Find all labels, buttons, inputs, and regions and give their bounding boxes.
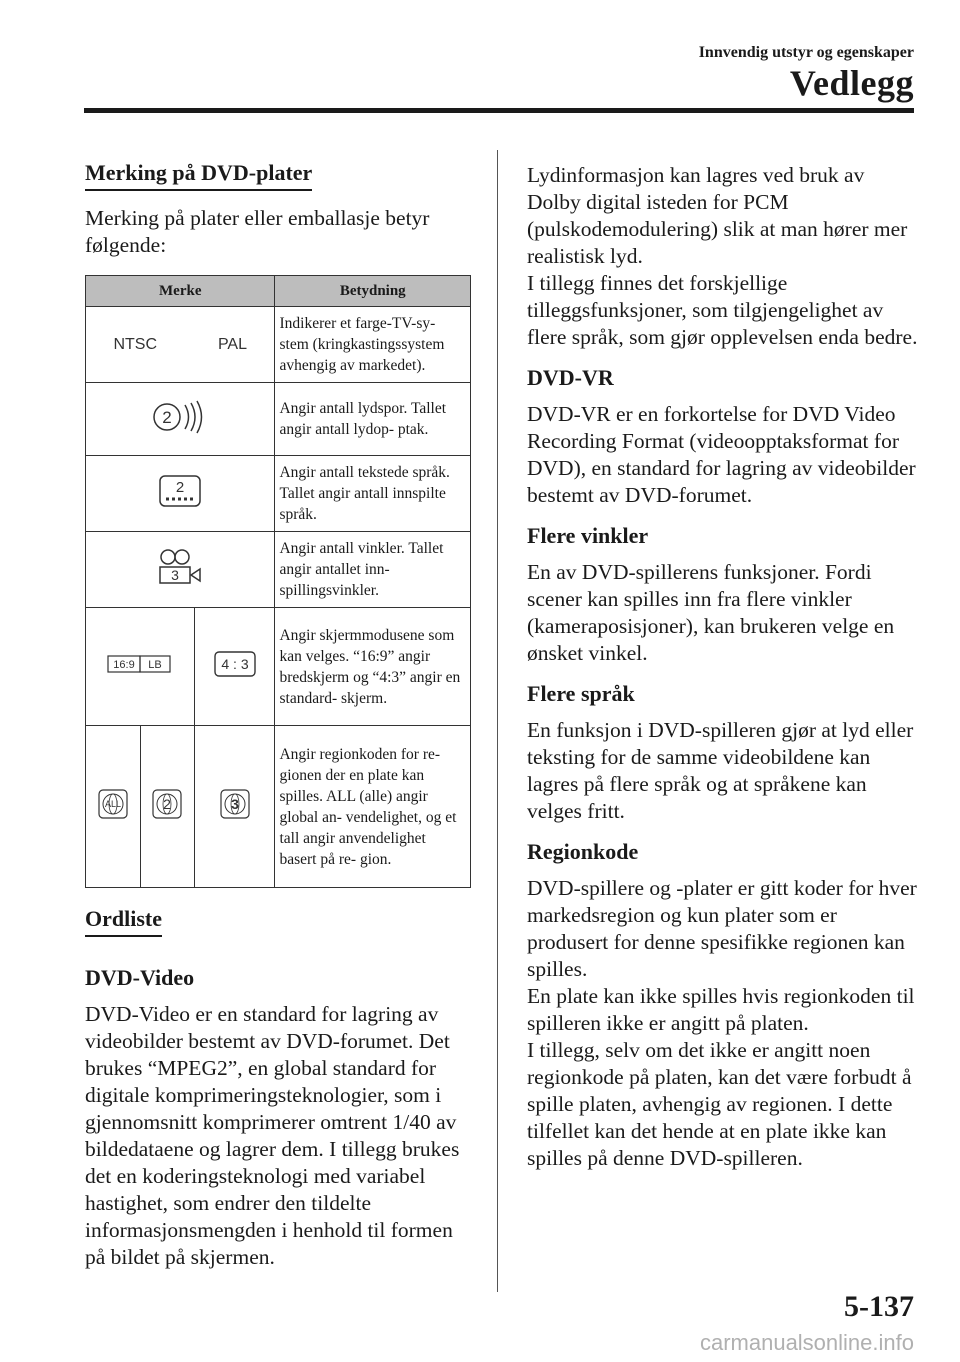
- audio-tracks-icon: [145, 399, 215, 435]
- column-divider: [497, 150, 498, 1292]
- mark-cell: [86, 726, 141, 888]
- meaning-cell: Indikerer et farge-TV-sy- stem (kringkastingssystem avhengig av markedet).: [275, 307, 471, 383]
- marks-intro: Merking på plater eller emballasje betyr følgende:: [85, 206, 430, 257]
- table-row: [86, 726, 471, 888]
- mark-cell: [86, 532, 275, 608]
- chapter-title: Vedlegg: [789, 63, 914, 103]
- meaning-cell: Angir skjermmodusene som kan velges. “16:9” angir bredskjerm og “4:3” angir en standard- skjerm.: [275, 608, 471, 726]
- audio-tracks-number: 2: [162, 407, 172, 427]
- region-code-text-1: DVD-spillere og -plater er gitt koder for hver markedsregion og kun plater som er produsert for denne spesifikke regionen kan spilles.: [527, 876, 917, 981]
- section-title-dvd-marks: Merking på DVD-plater: [85, 160, 312, 191]
- mark-cell: [86, 608, 195, 726]
- mark-cell: [86, 456, 275, 532]
- meaning-cell: Angir regionkoden for re- gionen der en plate kan spilles. ALL (alle) angir global an- vendelighet, og et tall angir anvendelighet basert på re- gion.: [275, 726, 471, 888]
- dolby-text: Lydinformasjon kan lagres ved bruk av Dolby digital isteden for PCM (pulskodemodulering) slik at man hører mer realistisk lyd.: [527, 163, 908, 268]
- multi-angle-heading: Flere vinkler: [527, 523, 649, 548]
- ntsc-label: NTSC: [113, 335, 158, 353]
- pal-label: PAL: [217, 335, 247, 353]
- mark-cell: [195, 608, 275, 726]
- extra-features-text: I tillegg finnes det forskjellige tilleggsfunksjoner, som tilgjengelighet av flere språk, som gjør opplevelsen enda bedre.: [527, 271, 918, 349]
- letterbox-label: LB: [148, 659, 162, 671]
- left-column: [85, 160, 471, 1281]
- dvd-video-heading: DVD-Video: [85, 965, 195, 990]
- region-code-text-3: I tillegg, selv om det ikke er angitt noen regionkode på platen, kan det være forbudt å spille platen, avhengig av regionen. I dette tilfellet kan det hende at en plate ikke kan spilles på denne DVD-spilleren.: [527, 1038, 912, 1170]
- meaning-cell: Angir antall vinkler. Tallet angir antallet inn- spillingsvinkler.: [275, 532, 471, 608]
- header-rule: [84, 108, 914, 113]
- marks-table: [85, 275, 471, 888]
- table-row: [86, 307, 471, 383]
- region-3-globe-icon: [220, 789, 250, 819]
- page-number: 5-137: [844, 1290, 914, 1323]
- region-3-number: 3: [230, 796, 239, 812]
- meaning-cell: Angir antall tekstede språk. Tallet angir antall innspilte språk.: [275, 456, 471, 532]
- region-code-text-2: En plate kan ikke spilles hvis regionkoden til spilleren ikke er angitt på platen.: [527, 984, 915, 1035]
- table-row: [86, 608, 471, 726]
- subtitle-languages-number: 2: [176, 479, 185, 496]
- dvd-vr-text: DVD-VR er en forkortelse for DVD Video Recording Format (videoopptaksformat for DVD), en standard for lagring av videobilder bestemt av DVD-forumet.: [527, 402, 916, 507]
- mark-cell: [86, 307, 275, 383]
- standard-screen-icon: [213, 650, 257, 678]
- table-row: [86, 383, 471, 456]
- mark-cell: [86, 383, 275, 456]
- region-code-heading: Regionkode: [527, 839, 639, 864]
- table-header-row: [86, 276, 471, 307]
- widescreen-label: 16:9: [113, 659, 135, 671]
- header-mark: Merke: [86, 276, 275, 307]
- table-row: [86, 456, 471, 532]
- multi-angle-text: En av DVD-spillerens funksjoner. Fordi scener kan spilles inn fra flere vinkler (kameraposisjoner), kan brukeren velge en ønsket vinkel.: [527, 560, 895, 665]
- multi-language-text: En funksjon i DVD-spilleren gjør at lyd eller teksting for de samme videobildene kan lagres på flere språk og at språkene kan velges fritt.: [527, 718, 914, 823]
- multi-language-heading: Flere språk: [527, 681, 635, 706]
- camera-angles-number: 3: [171, 567, 180, 583]
- widescreen-letterbox-icon: [107, 654, 173, 674]
- region-2-globe-icon: [152, 789, 182, 819]
- subtitle-languages-icon: [158, 474, 202, 508]
- region-all-label: ALL: [104, 799, 121, 809]
- watermark: carmanualsonline.info: [699, 1330, 914, 1355]
- dvd-vr-heading: DVD-VR: [527, 365, 614, 390]
- header-meaning: Betydning: [275, 276, 471, 307]
- meaning-cell: Angir antall lydspor. Tallet angir antall lydop- ptak.: [275, 383, 471, 456]
- region-2-number: 2: [163, 796, 172, 812]
- right-column: [527, 162, 922, 1182]
- chapter-subtitle: Innvendig utstyr og egenskaper: [698, 44, 914, 61]
- dvd-video-text: DVD-Video er en standard for lagring av videobilder bestemt av DVD-forumet. Det brukes “MPEG2”, en global standard for digitale komprimeringsteknologier, som i gjennomsnitt komprimerer omtrent 1/40 av bildedataene og lagrer dem. I tillegg brukes det en koderingsteknologi med variabel hastighet, som endrer den tildelte informasjonsmengden i henhold til formen på bildet på skjermen.: [85, 1002, 460, 1269]
- section-title-glossary: Ordliste: [85, 906, 162, 937]
- mark-cell: [140, 726, 195, 888]
- camera-angles-icon: [156, 547, 204, 587]
- region-all-globe-icon: [98, 789, 128, 819]
- mark-cell: [195, 726, 275, 888]
- standard-screen-label: 4 : 3: [221, 656, 249, 672]
- table-row: [86, 532, 471, 608]
